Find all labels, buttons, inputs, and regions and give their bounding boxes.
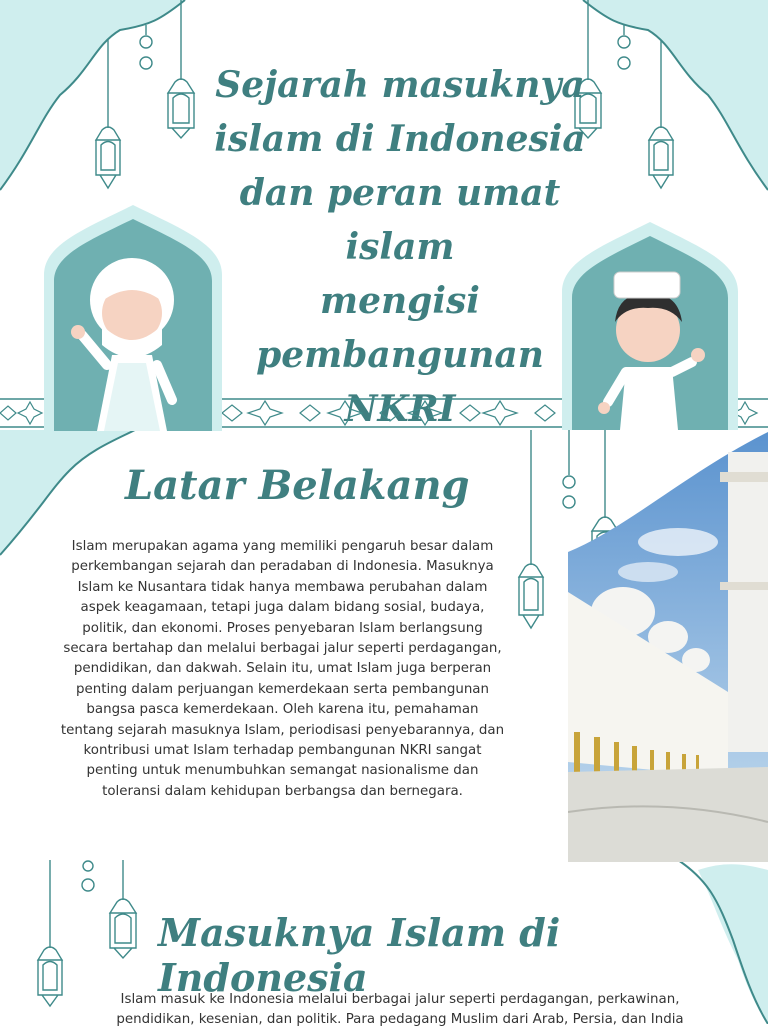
lantern-icon (88, 40, 128, 190)
star-ornament-icon (136, 25, 156, 73)
section-paragraph-latar-belakang: Islam merupakan agama yang memiliki pengaruh besar dalam perkembangan sejarah dan peradaban di Indonesia. Masuknya Islam ke Nusantara tidak hanya membawa perubahan dalam aspek keagamaan, tetapi juga dalam bidang sosial, budaya, politik, dan ekonomi. Proses penyebaran Islam berlangsung secara bertahap dan melalui berbagai jalur seperti perdagangan, pendidikan, dan dakwah. Selain itu, umat Islam juga berperan penting dalam perjuangan kemerdekaan serta pembangunan bangsa pasca kemerdekaan. Oleh karena itu, pemahaman tentang sejarah masuknya Islam, periodisasi penyebarannya, dan kontribusi umat Islam terhadap pembangunan NKRI sangat penting untuk menumbuhkan semangat nasionalisme dan toleransi dalam kehidupan berbangsa dan bernegara. (60, 539, 505, 799)
page-title (190, 58, 610, 436)
star-ornament-icon (78, 860, 98, 894)
title-line: islam di Indonesia (214, 118, 586, 160)
star-ornament-icon (614, 25, 634, 73)
girl-illustration (42, 205, 224, 431)
section-heading-masuknya-islam: Masuknya Islam di Indonesia (158, 910, 561, 1000)
title-line: dan peran umat islam (239, 172, 561, 268)
section-heading-latar-belakang: Latar Belakang (125, 462, 470, 509)
title-line: Sejarah masuknya (215, 64, 585, 106)
section-paragraph-masuknya-islam: Islam masuk ke Indonesia melalui berbagai jalur seperti perdagangan, perkawinan, pendidikan, kesenian, dan politik. Para pedagang Muslim dari Arab, Persia, dan India (116, 992, 684, 1028)
lantern-icon (102, 860, 144, 960)
title-line: mengisi pembangunan (256, 280, 544, 376)
lantern-icon (512, 430, 550, 635)
title-line: NKRI (344, 388, 456, 430)
lantern-icon (30, 860, 70, 1010)
mosque-photo (568, 432, 768, 862)
lantern-icon (641, 40, 681, 190)
boy-illustration (560, 222, 740, 430)
